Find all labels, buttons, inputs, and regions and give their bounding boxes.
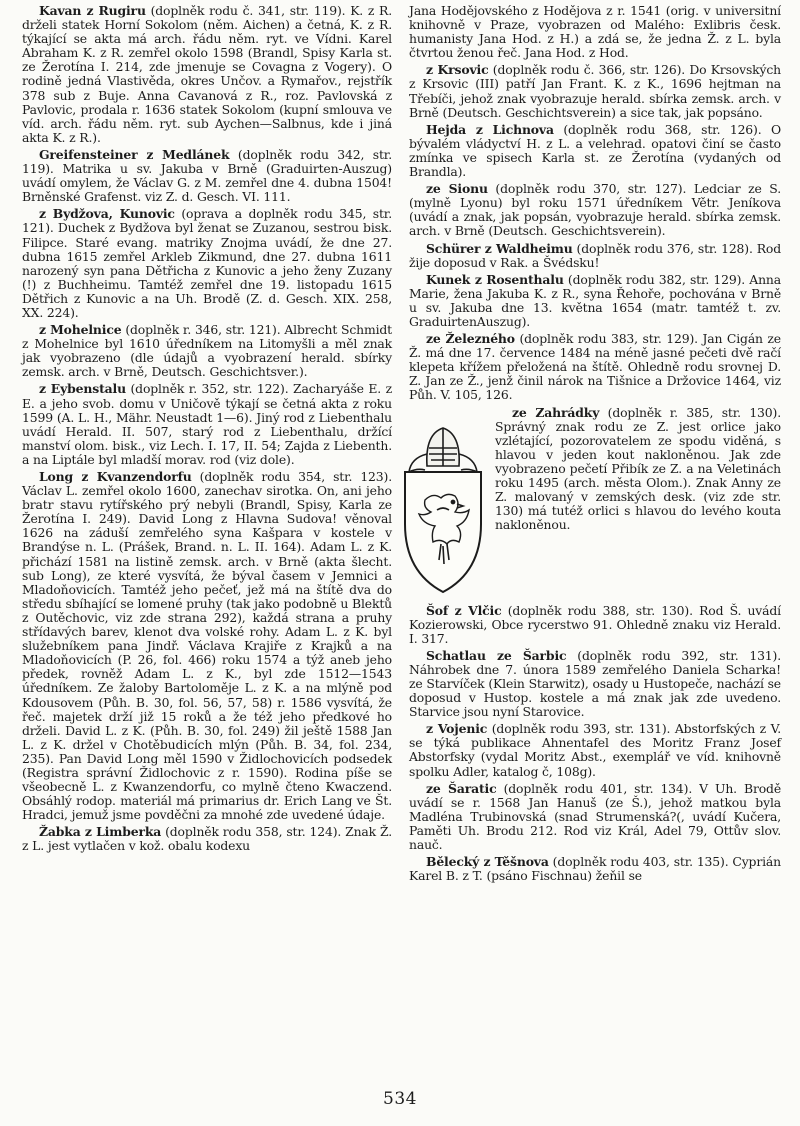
entry — [409, 182, 781, 238]
entry-text: (doplněk rodu 358, str. 124). Znak Ž. z L. jest vytlačen v kož. obalu kodexu — [22, 824, 392, 854]
entry — [22, 4, 392, 145]
entry-heading: z Mohelnice — [39, 322, 122, 338]
entry — [409, 332, 781, 402]
entry-text: (doplněk rodu 383, str. 129). Jan Cigán ze Ž. má dne 17. července 1484 na méně jasné pečeti dvě račí klepeta křížem přeložená na štítě. Ohledně rodu srovnej D. Z. Jan ze Ž., jenž činil nárok na Tišnice a Držovice 1464, viz Půh. V. 105, 126. — [409, 331, 781, 403]
entry-heading: Hejda z Lichnova — [426, 121, 554, 137]
entry-heading: ze Šaratic — [426, 780, 497, 796]
entry-text: (doplněk rodu 368, str. 126). O bývalém vládyctví H. z L. a velehrad. opatovi činí se často zmínka ve spisech Karla st. ze Žerotína (vydaných od Brandla). — [409, 121, 781, 180]
entry-text: (doplněk r. 346, str. 121). Albrecht Schmidt z Mohelnice byl 1610 úředníkem na Litomyšli a měl znak jak vyobrazeno (dle údajů a vyobrazení herald. sbírky zemsk. arch. v Brně, Deutsch. Geschichtsver.). — [22, 322, 392, 380]
entry-text: (doplněk rodu 403, str. 135). Cyprián Karel B. z T. (psáno Fischnau) žeňil se — [409, 854, 781, 884]
entry-heading: ze Zahrádky — [512, 404, 600, 420]
entry-text: (doplněk rodu 392, str. 131). Náhrobek dne 7. února 1589 zemřelého Daniela Scharka! ze Starvíček (Klein Starwitz), osady u Hustopeče, nachází se doposud v Hustop. kostele a má znak jak zde uvedeno. Starvice jsou nyní Starovice. — [409, 647, 782, 720]
entry-text: (doplněk r. 385, str. 130). Správný znak rodu ze Z. jest orlice jako vzlétající, pozorovatelem ze spodu viděná, s hlavou v jeden kout nakloněnou. Jak zde vyobrazeno pečetí Přibík ze Z. a na Veletinách roku 1495 (arch. města Olom.). Znak Anny ze Z. malovaný v zemských desk. (viz zde str. 130) má tutéž orlici s hlavou do levého kouta nakloněnou. — [495, 404, 781, 533]
entry-text: (doplněk rodu 393, str. 131). Abstorfských z V. se týká publikace Ahnentafel des Moritz Franz Josef Abstorfsky (vydal Moritz Abst., exemplář ve víd. knihovně spolku Adler, katalog č, 108g). — [409, 721, 781, 779]
entry-heading: Šof z Vlčic — [426, 602, 502, 618]
entry-text: (doplněk r. 352, str. 122). Zacharyáše E. z E. a jeho svob. domu v Uničově týkají se četná akta z roku 1599 (A. L. H., Mähr. Neustadt 1—6). Jiný rod z Liebenthalu uvádí Herald. II. 507, starý rod z Liebenthalu, držící manství olom. bisk., viz Lech. I. 17, II. 54; Zajda z Liebenth. a na Liptále byl mladší morav. rod (viz dole). — [22, 381, 392, 467]
entry-text: (oprava a doplněk rodu 345, str. 121). Duchek z Bydžova byl ženat se Zuzanou, sestrou bisk. Filipce. Staré evang. matriky Znojma uvádí, že dne 27. dubna 1615 zemřel Arkleb Zikmund, dne 27. dubna 1611 narozený syn pana Dětřicha z Kunovic a jeho ženy Zuzany (!) z Buchheimu. Tamtéž zemřel dne 19. listopadu 1615 Dětřich z Kunovic a na Uh. Brodě (Z. d. Gesch. XIX. 258, XX. 224). — [22, 206, 392, 320]
entry-heading: z Vojenic — [426, 721, 488, 737]
entry — [409, 722, 781, 778]
entry — [409, 604, 781, 646]
entry-heading: Long z Kvanzendorfu — [39, 469, 192, 484]
entry — [22, 825, 392, 853]
entry — [22, 470, 392, 822]
entry — [409, 63, 781, 119]
left-column — [22, 4, 392, 857]
entry-text: (doplněk rodu 370, str. 127). Ledciar ze S. (mylně Lyonu) byl roku 1571 úředníkem Větr. Jeníkova (uvádí a znak, jak popsán, vyobrazuje herald. sbírka zemsk. arch. v Brně (Deutsch. Geschichtsverein). — [409, 181, 781, 239]
entry-text: (doplněk rodu 342, str. 119). Matrika u sv. Jakuba v Brně (Graduirten-Auszug) uvádí omylem, že Václav G. z M. zemřel dne 4. dubna 1504! Brněnské Grafenst. viz Z. d. Gesch. VI. 111. — [22, 146, 392, 205]
right-column — [409, 4, 781, 886]
entry-text: (doplněk rodu 376, str. 128). Rod žije doposud v Rak. a Švédsku! — [409, 240, 781, 270]
entry-heading: Schatlau ze Šarbic — [426, 647, 567, 663]
entry-heading: ze Sionu — [426, 181, 488, 197]
entry — [409, 273, 781, 329]
entry-heading: z Eybenstalu — [39, 381, 126, 397]
entry-text: (doplněk rodu 401, str. 134). V Uh. Brodě uvádí se r. 1568 Jan Hanuš (ze Š.), jehož matkou byla Madléna Trubinovská (snad Strumenská?(, uvádí Kučera, Paměti Uh. Brodu 212. Rod viz Král, Adel 79, Ottův slov. nauč. — [409, 780, 781, 853]
entry-text: (doplněk rodu 382, str. 129). Anna Marie, žena Jakuba K. z R., syna Řehoře, pochována v Brně u sv. Jakuba dne 13. května 1654 (matr. tamtéž t. zv. GraduirtenAuszug). — [409, 271, 781, 329]
entry-heading: Bělecký z Těšnova — [426, 854, 549, 870]
right-column-entries-top — [409, 4, 781, 403]
entry — [409, 242, 781, 270]
entry — [22, 207, 392, 320]
entry-text: (doplněk rodu č. 341, str. 119). K. z R. drželi statek Horní Sokolom (něm. Aichen) a četná, K. z R. týkající se akta má arch. řádu něm. ryt. ve Vídni. Karel Abraham K. z R. zemřel okolo 1598 (Brandl, Spisy Karla st. ze Žerotína I. 214, zde jmenuje se Covagna z Vogery). O rodině jedná Vlastivěda, okres Unčov. a Rymařov., rejstřík 378 sub z Buje. Anna Cavanová z R., roz. Pavlovská z Pavlovic, prodala r. 1636 statek Sokolom (kupní smlouva ve víd. arch. řádu něm. ryt. sub Aychen—Salbnus, kde i jiná akta K. z R.). — [22, 3, 393, 145]
entry-text: Jana Hodějovského z Hodějova z r. 1541 (orig. v universitní knihovně v Praze, vyobrazen od Malého: Exlibris česk. humanisty Jana Hod. z H.) a zdá se, že jedna Ž. z L. byla čtvrtou ženou řeč. Jana Hod. z Hod. — [409, 3, 781, 61]
entry-heading: Kavan z Rugiru — [39, 3, 146, 18]
entry-text: (doplněk rodu č. 366, str. 126). Do Krsovských z Krsovic (III) patří Jan Frant. K. z K., 1696 hejtman na Třebíči, jehož znak vyobrazuje herald. sbírka zemsk. arch. v Brně (Deutsch. Geschichtsverein) a sice tak, jak popsáno. — [409, 62, 781, 120]
page-number: 534 — [383, 1089, 417, 1109]
entry — [409, 855, 781, 883]
entry-heading: z Bydžova, Kunovic — [39, 206, 175, 222]
zahradky-entry-block — [409, 406, 781, 604]
entry-heading: Schürer z Waldheimu — [426, 240, 573, 256]
entry-heading: Greifensteiner z Medlánek — [39, 146, 230, 162]
entry-heading: Žabka z Limberka — [39, 824, 162, 840]
entry — [409, 4, 781, 60]
entry — [22, 382, 392, 467]
entry-heading: Kunek z Rosenthalu — [426, 271, 564, 287]
coat-of-arms-icon — [397, 414, 489, 604]
entry-text: (doplněk rodu 388, str. 130). Rod Š. uvádí Kozierowski, Obce rycerstwo 91. Ohledně znaku viz Herald. I. 317. — [409, 602, 781, 646]
entry-heading: ze Železného — [426, 331, 515, 347]
entry — [409, 782, 781, 852]
entry — [409, 123, 781, 179]
right-column-entries-bottom — [409, 604, 781, 884]
entry-heading: z Krsovic — [426, 62, 489, 78]
entry-text: (doplněk rodu 354, str. 123). Václav L. zemřel okolo 1600, zanechav sirotka. On, ani jeho bratr stavu rytířského prý nebyli (Brandl, Spisy, Karla ze Žerotína I. 249). David Long z Hlavna Sudova! věnoval 1626 na záduší zemřelého syna Kašpara v kostele v Brandýse n. L. (Prášek, Brand. n. L. II. 164). Adam L. z K. přichází 1581 na listině zemsk. arch. v Brně (akta šlecht. sub Long), ze které vysvítá, že býval časem v Jemnici a Mladoňovicích. Tamtéž jeho pečeť, jež má na štítě dva do středu sbíhající se lomené pruhy (tak jako podobně u Blektů z Outěchovic, viz zde strana 292), každá strana a pruhy střídavých barev, klenot dva volské rohy. Adam L. z K. byl služebníkem pana Jindř. Václava Krajiře z Krajků a na Mladoňovicích (P. 26, fol. 466) roku 1574 a týž aneb jeho předek, rovněž Adam L. z K., byl zde 1512—1543 úředníkem. Ze žaloby Bartoloměje L. z K. a na mlýně pod Kdousovem (Půh. B. 30, fol. 56, 57, 58) r. 1586 vysvítá, že řeč. majetek drží již 15 roků a že též jeho předkové ho drželi. David L. z K. (Půh. B. 30, fol. 249) žil ještě 1588 Jan L. z K. držel v Chotěbudicích mlýn (Půh. B. 34, fol. 234, 235). Pan David Long měl 1590 v Židlochovicích podsedek (Registra správní Židlochovic z r. 1590). Rodina píše se všeobecně L. z Kwanzendorfu, co mylně čteno Kwaczend. Obsáhlý rodop. materiál má primarius dr. Erich Lang ve Št. Hradci, jemuž jsme povděčni za mnohé zde uvedené údaje. — [22, 469, 393, 823]
entry — [409, 649, 781, 719]
entry — [22, 148, 392, 204]
entry — [22, 323, 392, 379]
